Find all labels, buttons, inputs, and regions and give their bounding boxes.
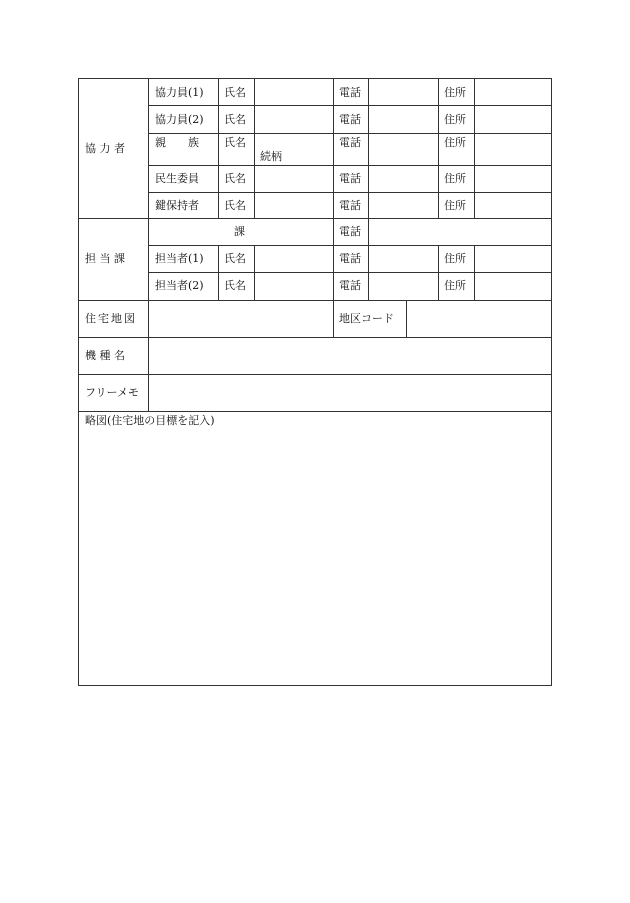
name-label: 氏名 bbox=[224, 136, 246, 149]
column-divider bbox=[333, 79, 334, 337]
name-label: 氏名 bbox=[224, 172, 246, 185]
address-label: 住所 bbox=[444, 136, 466, 149]
address-label: 住所 bbox=[444, 279, 466, 292]
ka-label: 課 bbox=[234, 225, 245, 238]
name-label: 氏名 bbox=[224, 113, 246, 126]
phone-label: 電話 bbox=[339, 279, 361, 292]
housing-map-label: 住宅地図 bbox=[85, 312, 137, 325]
phone-label: 電話 bbox=[339, 86, 361, 99]
row-divider bbox=[149, 272, 551, 273]
role-label: 民生委員 bbox=[155, 172, 199, 185]
column-divider bbox=[438, 79, 439, 218]
registration-form bbox=[78, 78, 552, 686]
row-divider bbox=[149, 245, 551, 246]
column-divider bbox=[368, 218, 369, 245]
phone-label: 電話 bbox=[339, 113, 361, 126]
ka-phone-label: 電話 bbox=[339, 225, 361, 238]
name-label: 氏名 bbox=[224, 199, 246, 212]
section-divider bbox=[79, 300, 551, 301]
address-label: 住所 bbox=[444, 172, 466, 185]
phone-label: 電話 bbox=[339, 199, 361, 212]
phone-label: 電話 bbox=[339, 252, 361, 265]
sketch-map-area[interactable] bbox=[79, 429, 551, 685]
role-label: 協力員(2) bbox=[155, 113, 204, 126]
section-divider bbox=[79, 374, 551, 375]
role-label: 親 族 bbox=[155, 136, 199, 149]
row-divider bbox=[149, 192, 551, 193]
phone-label: 電話 bbox=[339, 136, 361, 149]
section-label-kyoryokusha: 協 力 者 bbox=[85, 142, 125, 155]
column-divider bbox=[438, 245, 439, 300]
name-label: 氏名 bbox=[224, 86, 246, 99]
name-label: 氏名 bbox=[224, 252, 246, 265]
address-label: 住所 bbox=[444, 113, 466, 126]
column-divider bbox=[254, 79, 255, 218]
row-divider bbox=[149, 133, 551, 134]
sketch-map-label: 略図(住宅地の目標を記入) bbox=[85, 414, 215, 427]
section-divider bbox=[79, 218, 551, 219]
phone-label: 電話 bbox=[339, 172, 361, 185]
column-divider bbox=[474, 79, 475, 218]
column-divider bbox=[148, 79, 149, 411]
relation-label: 続柄 bbox=[260, 150, 282, 163]
section-label-tantoka: 担 当 課 bbox=[85, 252, 125, 265]
role-label: 担当者(2) bbox=[155, 279, 204, 292]
column-divider bbox=[254, 245, 255, 300]
name-label: 氏名 bbox=[224, 279, 246, 292]
role-label: 協力員(1) bbox=[155, 86, 204, 99]
row-divider bbox=[149, 105, 551, 106]
section-divider bbox=[79, 411, 551, 412]
column-divider bbox=[474, 245, 475, 300]
column-divider bbox=[218, 245, 219, 300]
model-name-label: 機 種 名 bbox=[85, 349, 125, 362]
column-divider bbox=[218, 79, 219, 218]
section-divider bbox=[79, 337, 551, 338]
column-divider bbox=[368, 245, 369, 300]
role-label: 担当者(1) bbox=[155, 252, 204, 265]
address-label: 住所 bbox=[444, 252, 466, 265]
role-label: 鍵保持者 bbox=[155, 199, 199, 212]
row-divider bbox=[149, 165, 551, 166]
free-memo-label: フリーメモ bbox=[85, 386, 140, 399]
address-label: 住所 bbox=[444, 86, 466, 99]
column-divider bbox=[368, 79, 369, 218]
district-code-label: 地区コード bbox=[339, 312, 394, 325]
column-divider bbox=[406, 300, 407, 337]
address-label: 住所 bbox=[444, 199, 466, 212]
